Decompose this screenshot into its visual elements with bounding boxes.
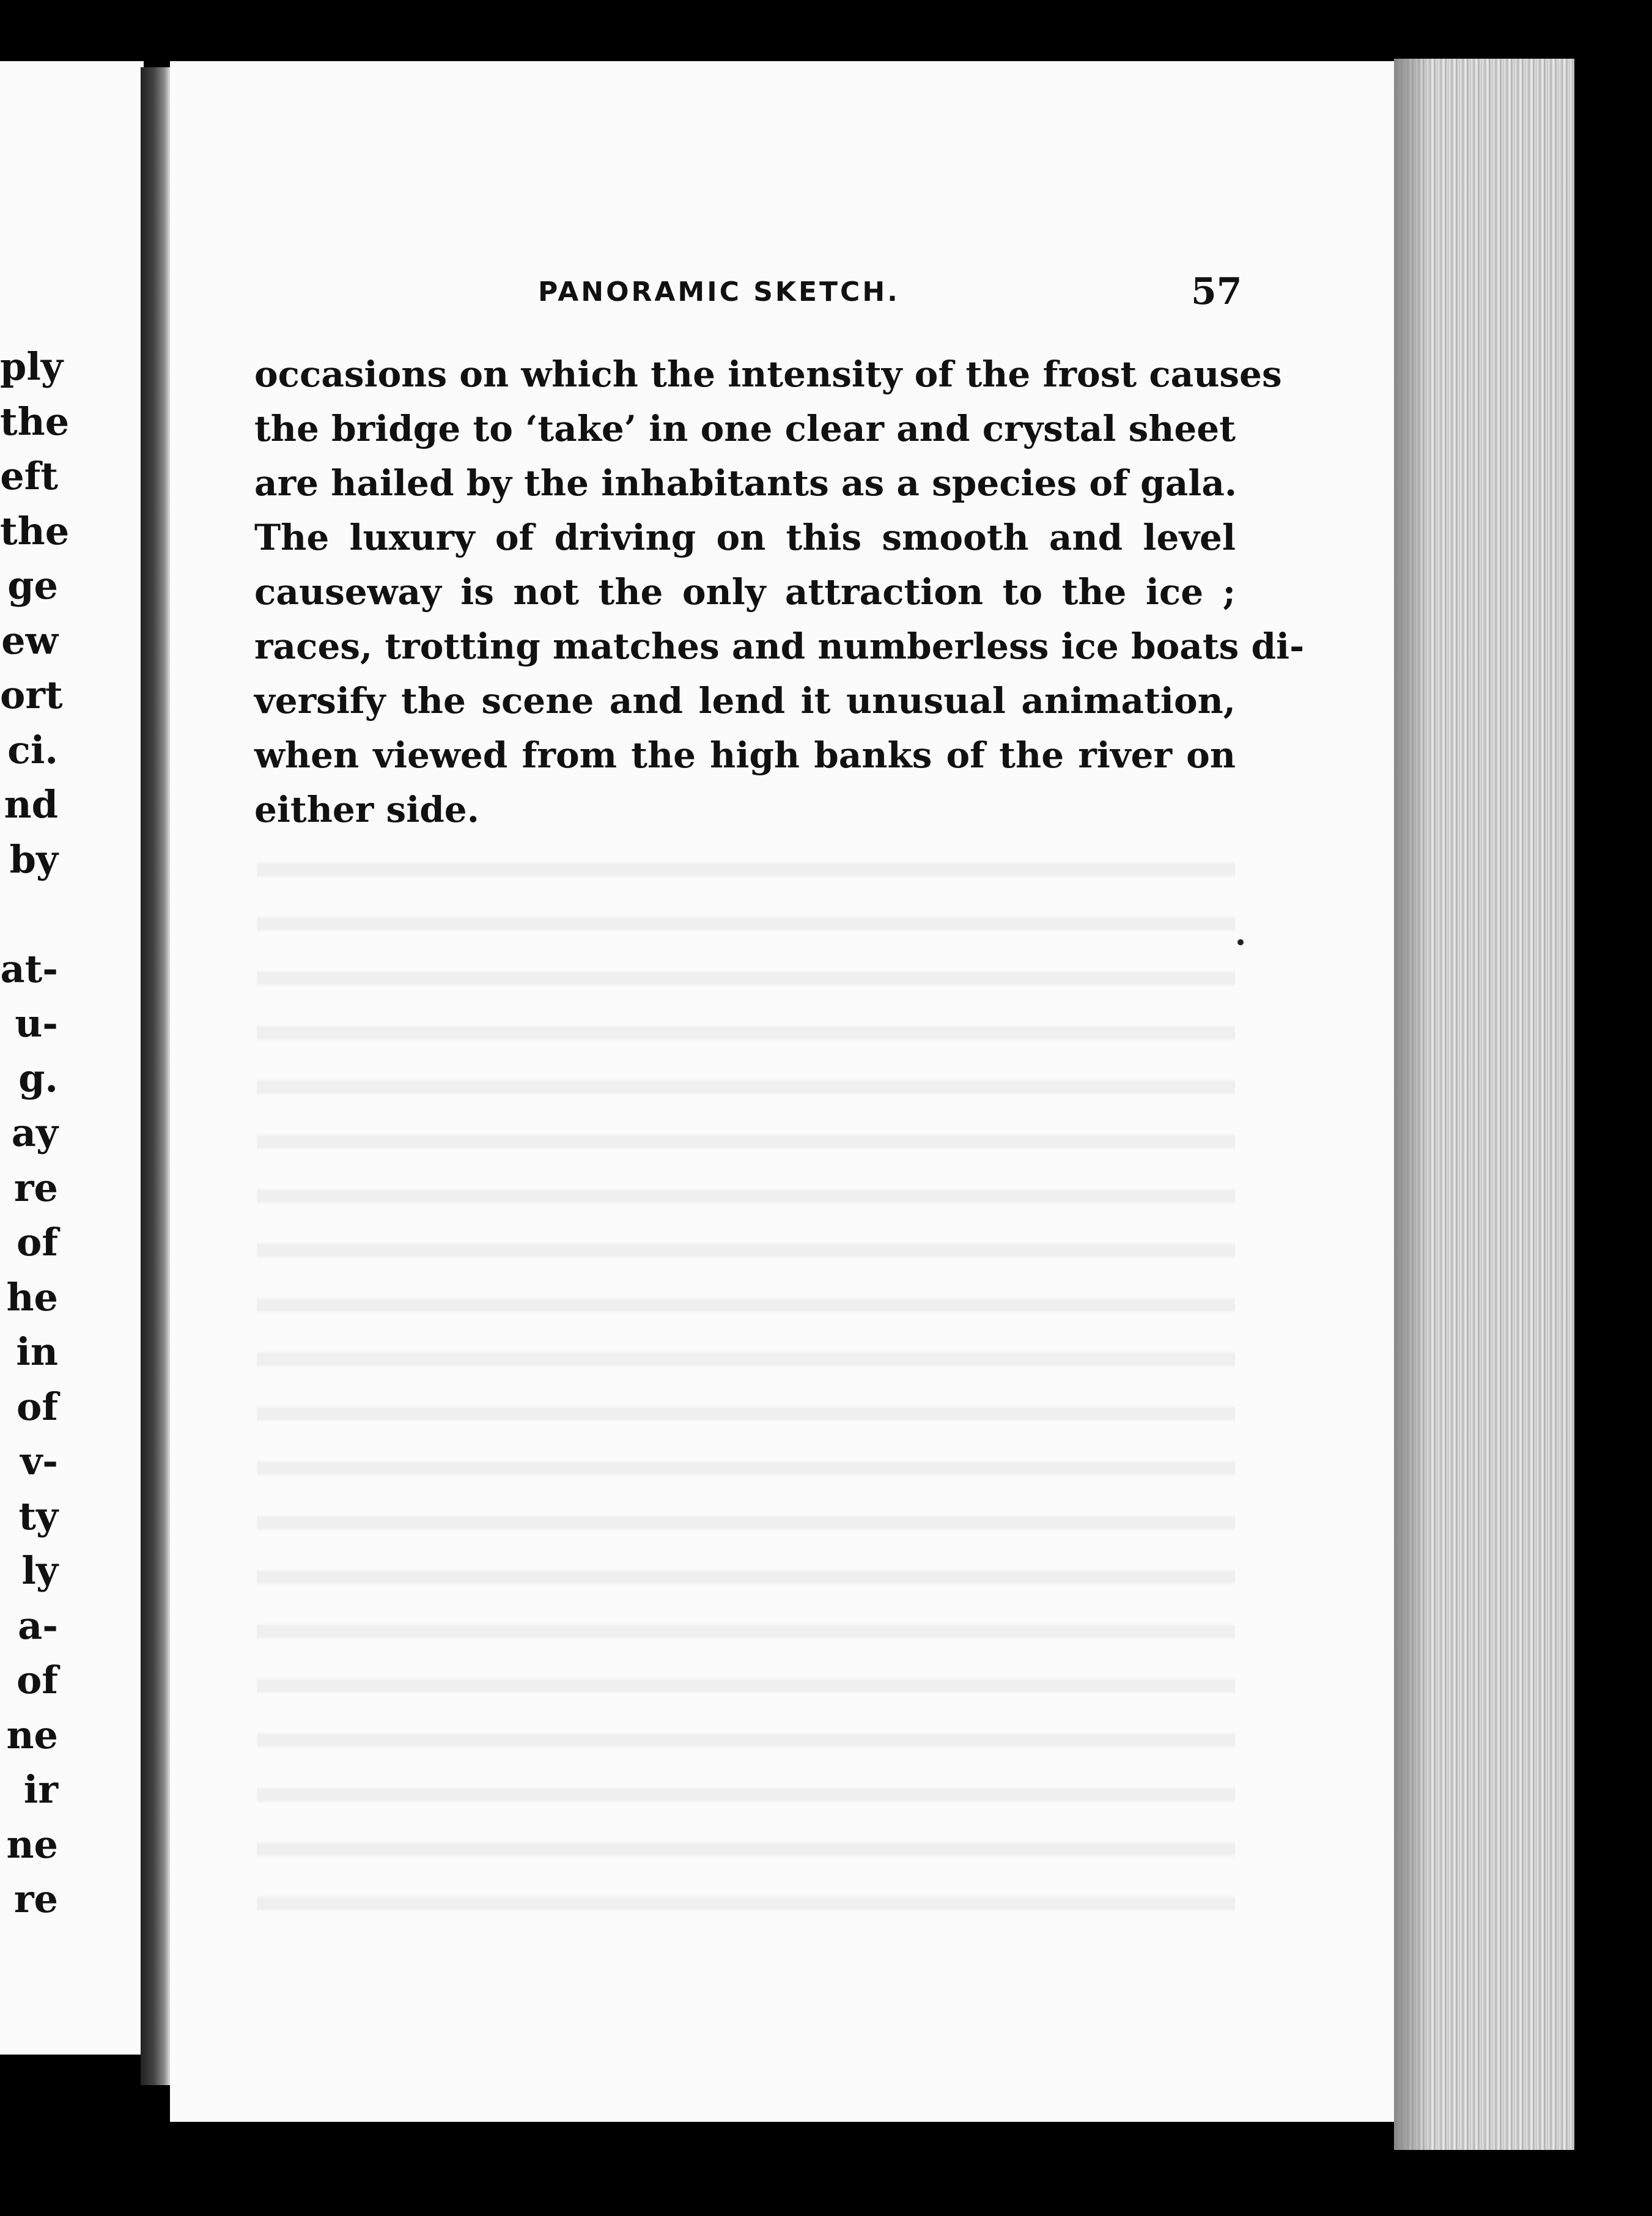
text-line: are hailed by the inhabitants as a species of gala. bbox=[254, 462, 1237, 504]
text-line: races, trotting matches and numberless ice boats di- bbox=[254, 626, 1305, 667]
page-edge-shadow bbox=[1394, 59, 1431, 2150]
text-line: The luxury of driving on this smooth and level bbox=[254, 517, 1236, 558]
running-head: PANORAMIC SKETCH. bbox=[538, 276, 900, 308]
fragment-line: ir bbox=[23, 1767, 58, 1812]
text-line: causeway is not the only attraction to the ice ; bbox=[254, 571, 1236, 613]
fragment-line: ew bbox=[1, 618, 58, 663]
text-line: when viewed from the high banks of the river on bbox=[254, 734, 1236, 776]
ink-speck bbox=[1237, 939, 1244, 945]
left-page-text-fragments bbox=[0, 339, 70, 1927]
fragment-line: ort bbox=[0, 673, 63, 717]
fragment-line: the bbox=[0, 399, 70, 444]
fragment-line: nd bbox=[4, 782, 58, 827]
fragment-line: re bbox=[13, 1165, 58, 1210]
fragment-line bbox=[0, 887, 58, 942]
text-line: the bridge to ‘take’ in one clear and crystal sheet bbox=[254, 408, 1236, 449]
fragment-line: ty bbox=[18, 1493, 58, 1538]
text-line: versify the scene and lend it unusual animation, bbox=[254, 680, 1236, 722]
fragment-line: ply bbox=[0, 344, 63, 389]
fragment-line: eft bbox=[0, 454, 58, 498]
left-page bbox=[0, 61, 144, 2055]
fragment-line: of bbox=[16, 1384, 58, 1429]
fragment-line: a- bbox=[18, 1603, 58, 1648]
fragment-line: of bbox=[16, 1220, 58, 1265]
book-gutter bbox=[141, 67, 170, 2085]
fragment-line: he bbox=[6, 1274, 58, 1320]
text-line: either side. bbox=[254, 789, 479, 830]
fragment-line: ne bbox=[6, 1822, 58, 1867]
bleed-through-texture bbox=[257, 838, 1235, 1938]
fragment-line: in bbox=[16, 1329, 58, 1374]
fragment-line: ge bbox=[7, 563, 58, 608]
page-number: 57 bbox=[1191, 270, 1242, 313]
fragment-line: u- bbox=[15, 1001, 58, 1046]
fragment-line: ne bbox=[6, 1712, 58, 1757]
fragment-line: g. bbox=[18, 1055, 58, 1101]
fragment-line: the bbox=[0, 508, 70, 553]
fragment-line: re bbox=[13, 1877, 58, 1921]
fragment-line: by bbox=[9, 837, 58, 882]
fragment-line: ly bbox=[21, 1548, 58, 1593]
text-line: occasions on which the intensity of the frost causes bbox=[254, 353, 1282, 395]
fragment-line: of bbox=[16, 1658, 58, 1702]
fragment-line: at- bbox=[0, 946, 58, 991]
fragment-line: v- bbox=[20, 1439, 58, 1483]
fragment-line: ay bbox=[11, 1110, 58, 1155]
paragraph bbox=[254, 347, 1305, 837]
fragment-line: ci. bbox=[7, 727, 58, 772]
